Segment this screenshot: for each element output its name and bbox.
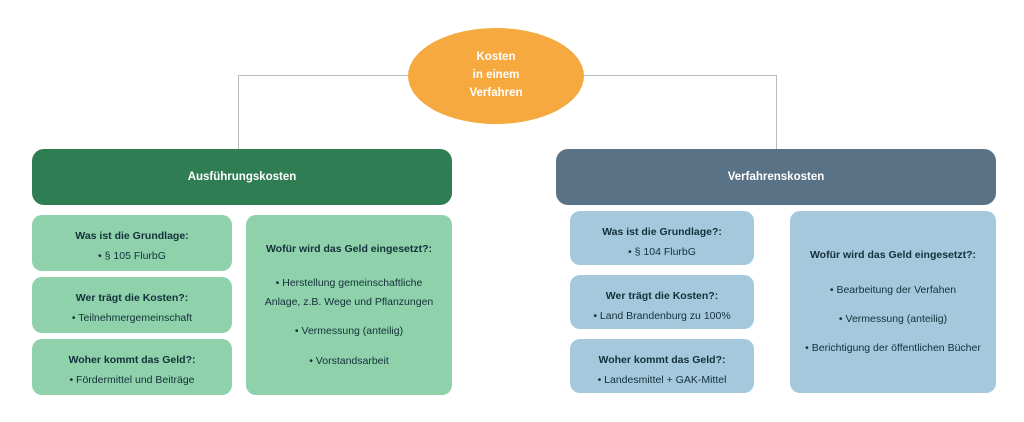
branch-header-label: Verfahrenskosten (727, 171, 825, 183)
card-item: • Bearbeitung der Verfahen (829, 283, 957, 296)
card-item: • Teilnehmergemeinschaft (71, 312, 193, 325)
branch-header-label: Ausführungskosten (187, 171, 297, 183)
root-line-3: Verfahren (469, 86, 523, 99)
card-title: Wofür wird das Geld eingesetzt?: (265, 243, 433, 256)
card-kostentraeger-verfahren (570, 275, 754, 329)
root-node (408, 28, 584, 124)
card-item: • § 105 FlurbG (98, 250, 166, 263)
card-herkunft-verfahren (570, 339, 754, 393)
card-item: • Berichtigung der öffentlichen Bücher (805, 342, 981, 355)
card-item: • § 104 FlurbG (628, 246, 696, 259)
card-title: Wofür wird das Geld eingesetzt?: (809, 249, 977, 262)
branch-header-verfahrenskosten (556, 149, 996, 205)
connector-horizontal (238, 75, 410, 76)
card-title: Wer trägt die Kosten?: (75, 292, 189, 304)
card-title: Wer trägt die Kosten?: (605, 290, 719, 302)
card-title: Was ist die Grundlage: (75, 230, 189, 242)
card-item: • Vermessung (anteilig) (838, 313, 948, 325)
connector-left-drop (238, 75, 239, 149)
card-item: • Fördermittel und Beiträge (69, 374, 195, 387)
card-verwendung-ausfuehrung (246, 215, 452, 395)
card-title: Was ist die Grundlage?: (602, 226, 722, 238)
card-grundlage-verfahren (570, 211, 754, 265)
card-item: • Landesmittel + GAK-Mittel (597, 374, 727, 387)
card-item: • Land Brandenburg zu 100% (593, 310, 731, 323)
card-item: • Vorstandsarbeit (309, 354, 389, 367)
branch-header-ausfuehrungskosten (32, 149, 452, 205)
connector-right-drop (776, 75, 777, 149)
root-line-2: in einem (472, 69, 520, 82)
card-title: Woher kommt das Geld?: (68, 354, 196, 366)
card-item: • Herstellung gemeinschaftliche Anlage, z.B. Wege und Pflanzungen (264, 277, 434, 308)
card-item: • Vermessung (anteilig) (294, 325, 404, 338)
card-title: Woher kommt das Geld?: (598, 354, 726, 366)
card-grundlage-ausfuehrung (32, 215, 232, 271)
connector-horizontal-right (582, 75, 776, 76)
card-kostentraeger-ausfuehrung (32, 277, 232, 333)
card-verwendung-verfahren (790, 211, 996, 393)
card-herkunft-ausfuehrung (32, 339, 232, 395)
root-line-1: Kosten (476, 51, 516, 64)
